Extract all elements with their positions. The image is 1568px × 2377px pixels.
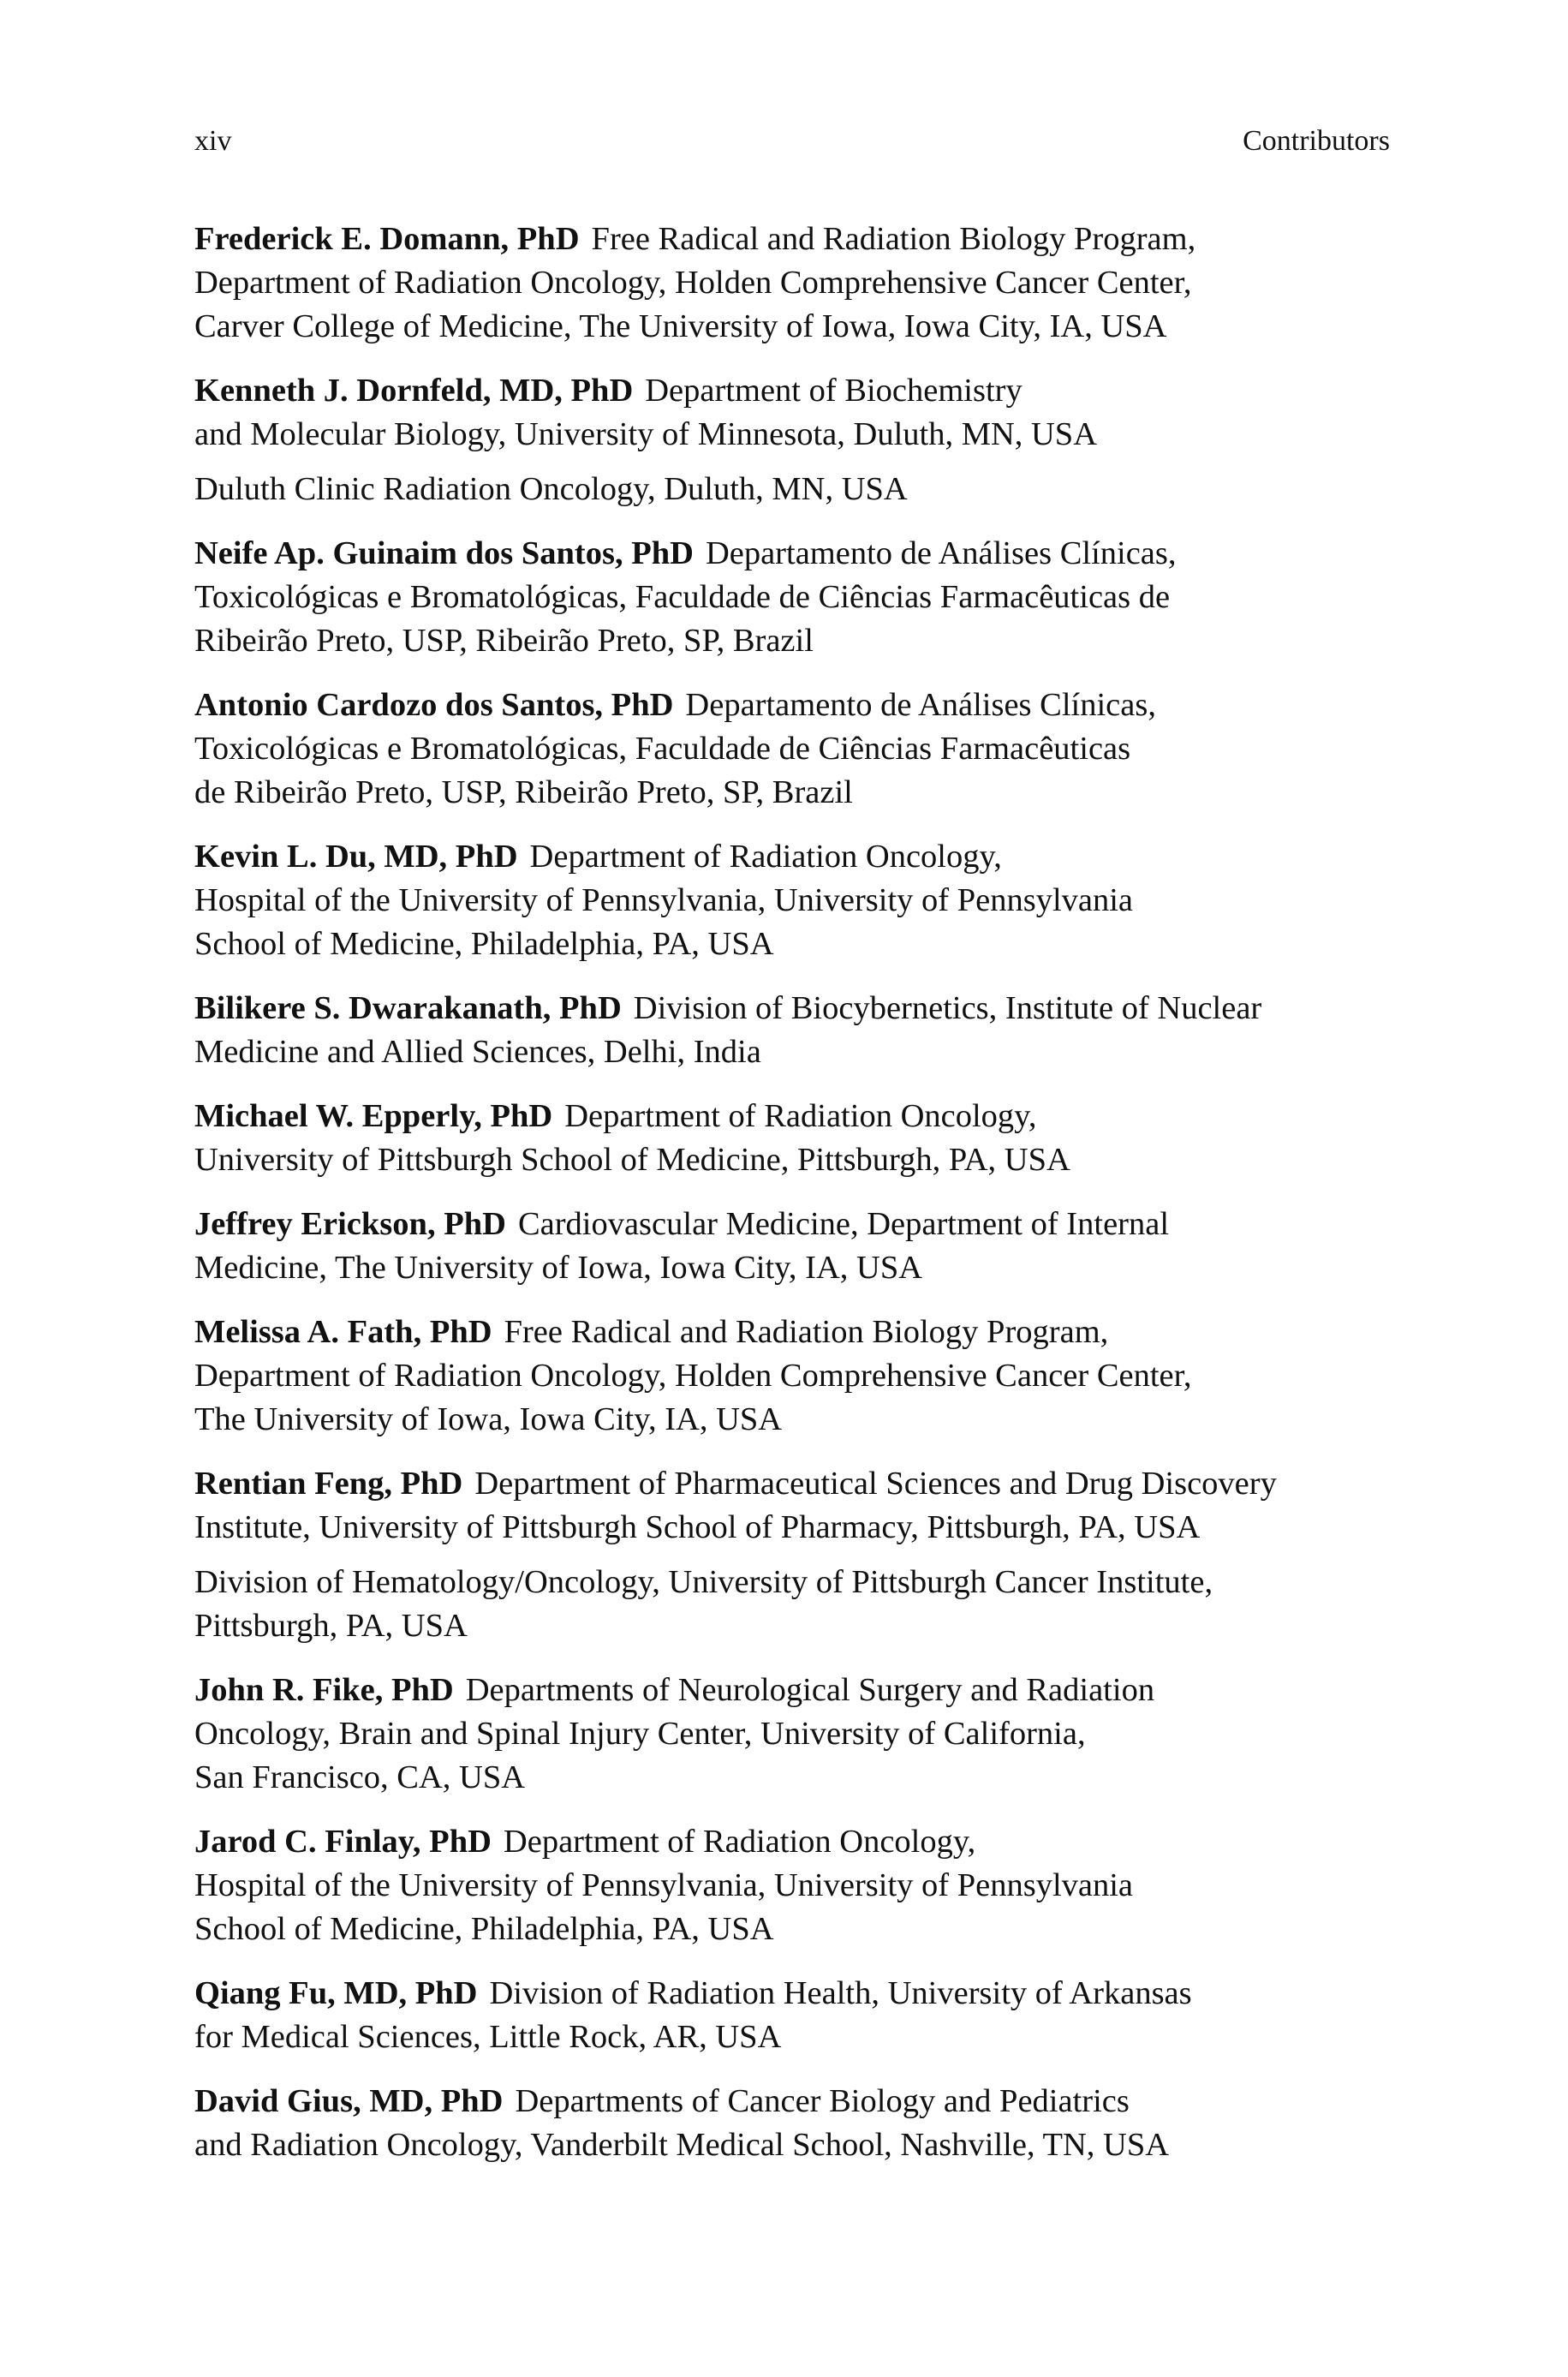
contributor-entry xyxy=(194,1820,1410,1951)
contributor-entry xyxy=(194,684,1410,815)
contributor-name: Frederick E. Domann, PhD xyxy=(194,221,580,257)
affiliation-text: Medicine, The University of Iowa, Iowa City, IA, USA xyxy=(194,1250,923,1286)
affiliation-text: Department of Biochemistry xyxy=(645,373,1022,409)
affiliation-paragraph xyxy=(194,1669,1410,1800)
affiliation-text: Pittsburgh, PA, USA xyxy=(194,1608,468,1644)
contributor-name: Melissa A. Fath, PhD xyxy=(194,1314,492,1350)
affiliation-line xyxy=(194,1095,1410,1138)
affiliation-line xyxy=(194,771,1410,815)
affiliation-paragraph xyxy=(194,684,1410,815)
affiliation-paragraph xyxy=(194,2080,1410,2167)
contributor-entry xyxy=(194,1669,1410,1800)
contributor-entry xyxy=(194,987,1410,1074)
affiliation-text: Department of Radiation Oncology, Holden Comprehensive Cancer Center, xyxy=(194,1358,1192,1394)
affiliation-text: Free Radical and Radiation Biology Program, xyxy=(591,221,1196,257)
affiliation-text: Hospital of the University of Pennsylvania, University of Pennsylvania xyxy=(194,882,1134,918)
affiliation-text: Toxicológicas e Bromatológicas, Faculdade de Ciências Farmacêuticas xyxy=(194,731,1131,767)
affiliation-paragraph xyxy=(194,1462,1410,1550)
affiliation-text: Department of Radiation Oncology, xyxy=(503,1824,976,1860)
affiliation-text: San Francisco, CA, USA xyxy=(194,1759,526,1795)
contributor-name: Kenneth J. Dornfeld, MD, PhD xyxy=(194,373,634,409)
contributor-entry xyxy=(194,2080,1410,2167)
contributor-entry xyxy=(194,218,1410,349)
affiliation-line xyxy=(194,1712,1410,1756)
affiliation-paragraph xyxy=(194,835,1410,966)
contributor-entry xyxy=(194,1095,1410,1182)
contributor-entry xyxy=(194,1203,1410,1290)
affiliation-line xyxy=(194,218,1410,261)
affiliation-line xyxy=(194,1669,1410,1712)
affiliation-line xyxy=(194,2080,1410,2123)
affiliation-paragraph xyxy=(194,468,1410,511)
affiliation-text: Departments of Cancer Biology and Pediatrics xyxy=(515,2083,1130,2119)
contributor-entry xyxy=(194,1311,1410,1442)
affiliation-line xyxy=(194,1604,1410,1648)
affiliation-line xyxy=(194,1354,1410,1398)
affiliation-line xyxy=(194,923,1410,966)
affiliation-line xyxy=(194,684,1410,727)
affiliation-text: Division of Biocybernetics, Institute of Nuclear xyxy=(633,990,1262,1026)
contributors-list xyxy=(194,218,1410,2188)
affiliation-line xyxy=(194,1506,1410,1550)
contributor-name: Bilikere S. Dwarakanath, PhD xyxy=(194,990,622,1026)
contributor-name: Kevin L. Du, MD, PhD xyxy=(194,839,518,875)
affiliation-text: School of Medicine, Philadelphia, PA, USA xyxy=(194,1911,774,1947)
affiliation-text: Cardiovascular Medicine, Department of Internal xyxy=(517,1206,1170,1242)
affiliation-line xyxy=(194,619,1410,663)
contributor-name: Antonio Cardozo dos Santos, PhD xyxy=(194,687,674,723)
contributor-entry xyxy=(194,369,1410,511)
contributor-name: David Gius, MD, PhD xyxy=(194,2083,504,2119)
affiliation-line xyxy=(194,305,1410,349)
contributor-name: Jeffrey Erickson, PhD xyxy=(194,1206,506,1242)
contributor-name: Jarod C. Finlay, PhD xyxy=(194,1824,492,1860)
affiliation-text: The University of Iowa, Iowa City, IA, USA xyxy=(194,1401,783,1437)
affiliation-line xyxy=(194,1561,1410,1604)
affiliation-line xyxy=(194,576,1410,619)
affiliation-paragraph xyxy=(194,369,1410,457)
affiliation-line xyxy=(194,1030,1410,1074)
affiliation-line xyxy=(194,2016,1410,2059)
affiliation-paragraph xyxy=(194,1095,1410,1182)
affiliation-line xyxy=(194,1972,1410,2016)
affiliation-line xyxy=(194,468,1410,511)
contributor-name: Neife Ap. Guinaim dos Santos, PhD xyxy=(194,535,694,571)
affiliation-text: and Radiation Oncology, Vanderbilt Medical School, Nashville, TN, USA xyxy=(194,2127,1170,2163)
affiliation-line xyxy=(194,1756,1410,1800)
contributor-entry xyxy=(194,835,1410,966)
affiliation-line xyxy=(194,1246,1410,1290)
affiliation-paragraph xyxy=(194,1820,1410,1951)
affiliation-text: Free Radical and Radiation Biology Program, xyxy=(504,1314,1109,1350)
affiliation-text: Duluth Clinic Radiation Oncology, Duluth, MN, USA xyxy=(194,471,908,507)
affiliation-line xyxy=(194,1398,1410,1442)
affiliation-text: Carver College of Medicine, The University of Iowa, Iowa City, IA, USA xyxy=(194,308,1167,344)
affiliation-text: Departamento de Análises Clínicas, xyxy=(705,535,1177,571)
affiliation-paragraph xyxy=(194,987,1410,1074)
affiliation-line xyxy=(194,835,1410,879)
affiliation-text: de Ribeirão Preto, USP, Ribeirão Preto, SP, Brazil xyxy=(194,774,853,810)
affiliation-paragraph xyxy=(194,1561,1410,1648)
page-number: xiv xyxy=(194,125,232,157)
contributor-entry xyxy=(194,1462,1410,1648)
affiliation-paragraph xyxy=(194,218,1410,349)
affiliation-text: Department of Radiation Oncology, xyxy=(564,1098,1037,1134)
affiliation-paragraph xyxy=(194,1972,1410,2059)
affiliation-line xyxy=(194,987,1410,1030)
contributor-name: Michael W. Epperly, PhD xyxy=(194,1098,553,1134)
affiliation-line xyxy=(194,261,1410,305)
affiliation-text: Oncology, Brain and Spinal Injury Center, University of California, xyxy=(194,1716,1086,1752)
affiliation-paragraph xyxy=(194,532,1410,663)
affiliation-text: Departamento de Análises Clínicas, xyxy=(685,687,1156,723)
affiliation-text: Department of Radiation Oncology, xyxy=(529,839,1002,875)
affiliation-text: for Medical Sciences, Little Rock, AR, USA xyxy=(194,2019,782,2055)
affiliation-text: Department of Radiation Oncology, Holden Comprehensive Cancer Center, xyxy=(194,265,1192,301)
affiliation-line xyxy=(194,1864,1410,1908)
affiliation-line xyxy=(194,532,1410,576)
affiliation-text: School of Medicine, Philadelphia, PA, USA xyxy=(194,926,774,962)
affiliation-text: University of Pittsburgh School of Medicine, Pittsburgh, PA, USA xyxy=(194,1142,1070,1178)
affiliation-line xyxy=(194,727,1410,771)
affiliation-text: Hospital of the University of Pennsylvania, University of Pennsylvania xyxy=(194,1867,1134,1903)
affiliation-text: and Molecular Biology, University of Minnesota, Duluth, MN, USA xyxy=(194,416,1098,452)
affiliation-paragraph xyxy=(194,1203,1410,1290)
affiliation-line xyxy=(194,879,1410,923)
affiliation-line xyxy=(194,2123,1410,2167)
contributor-name: Rentian Feng, PhD xyxy=(194,1466,463,1502)
affiliation-text: Institute, University of Pittsburgh School of Pharmacy, Pittsburgh, PA, USA xyxy=(194,1509,1201,1545)
affiliation-line xyxy=(194,1908,1410,1951)
affiliation-text: Department of Pharmaceutical Sciences and Drug Discovery xyxy=(474,1466,1277,1502)
affiliation-text: Toxicológicas e Bromatológicas, Faculdade de Ciências Farmacêuticas de xyxy=(194,579,1171,615)
affiliation-paragraph xyxy=(194,1311,1410,1442)
affiliation-text: Departments of Neurological Surgery and Radiation xyxy=(465,1672,1155,1708)
affiliation-text: Ribeirão Preto, USP, Ribeirão Preto, SP, Brazil xyxy=(194,623,814,659)
affiliation-line xyxy=(194,1820,1410,1864)
affiliation-line xyxy=(194,1203,1410,1246)
contributor-entry xyxy=(194,1972,1410,2059)
contributor-entry xyxy=(194,532,1410,663)
affiliation-line xyxy=(194,1311,1410,1354)
contributor-name: Qiang Fu, MD, PhD xyxy=(194,1975,478,2011)
affiliation-line xyxy=(194,1462,1410,1506)
affiliation-line xyxy=(194,1138,1410,1182)
running-head: Contributors xyxy=(1243,125,1390,157)
contributor-name: John R. Fike, PhD xyxy=(194,1672,454,1708)
affiliation-line xyxy=(194,413,1410,457)
affiliation-text: Medicine and Allied Sciences, Delhi, India xyxy=(194,1034,761,1070)
affiliation-text: Division of Hematology/Oncology, University of Pittsburgh Cancer Institute, xyxy=(194,1564,1213,1600)
affiliation-text: Division of Radiation Health, University of Arkansas xyxy=(489,1975,1192,2011)
affiliation-line xyxy=(194,369,1410,413)
